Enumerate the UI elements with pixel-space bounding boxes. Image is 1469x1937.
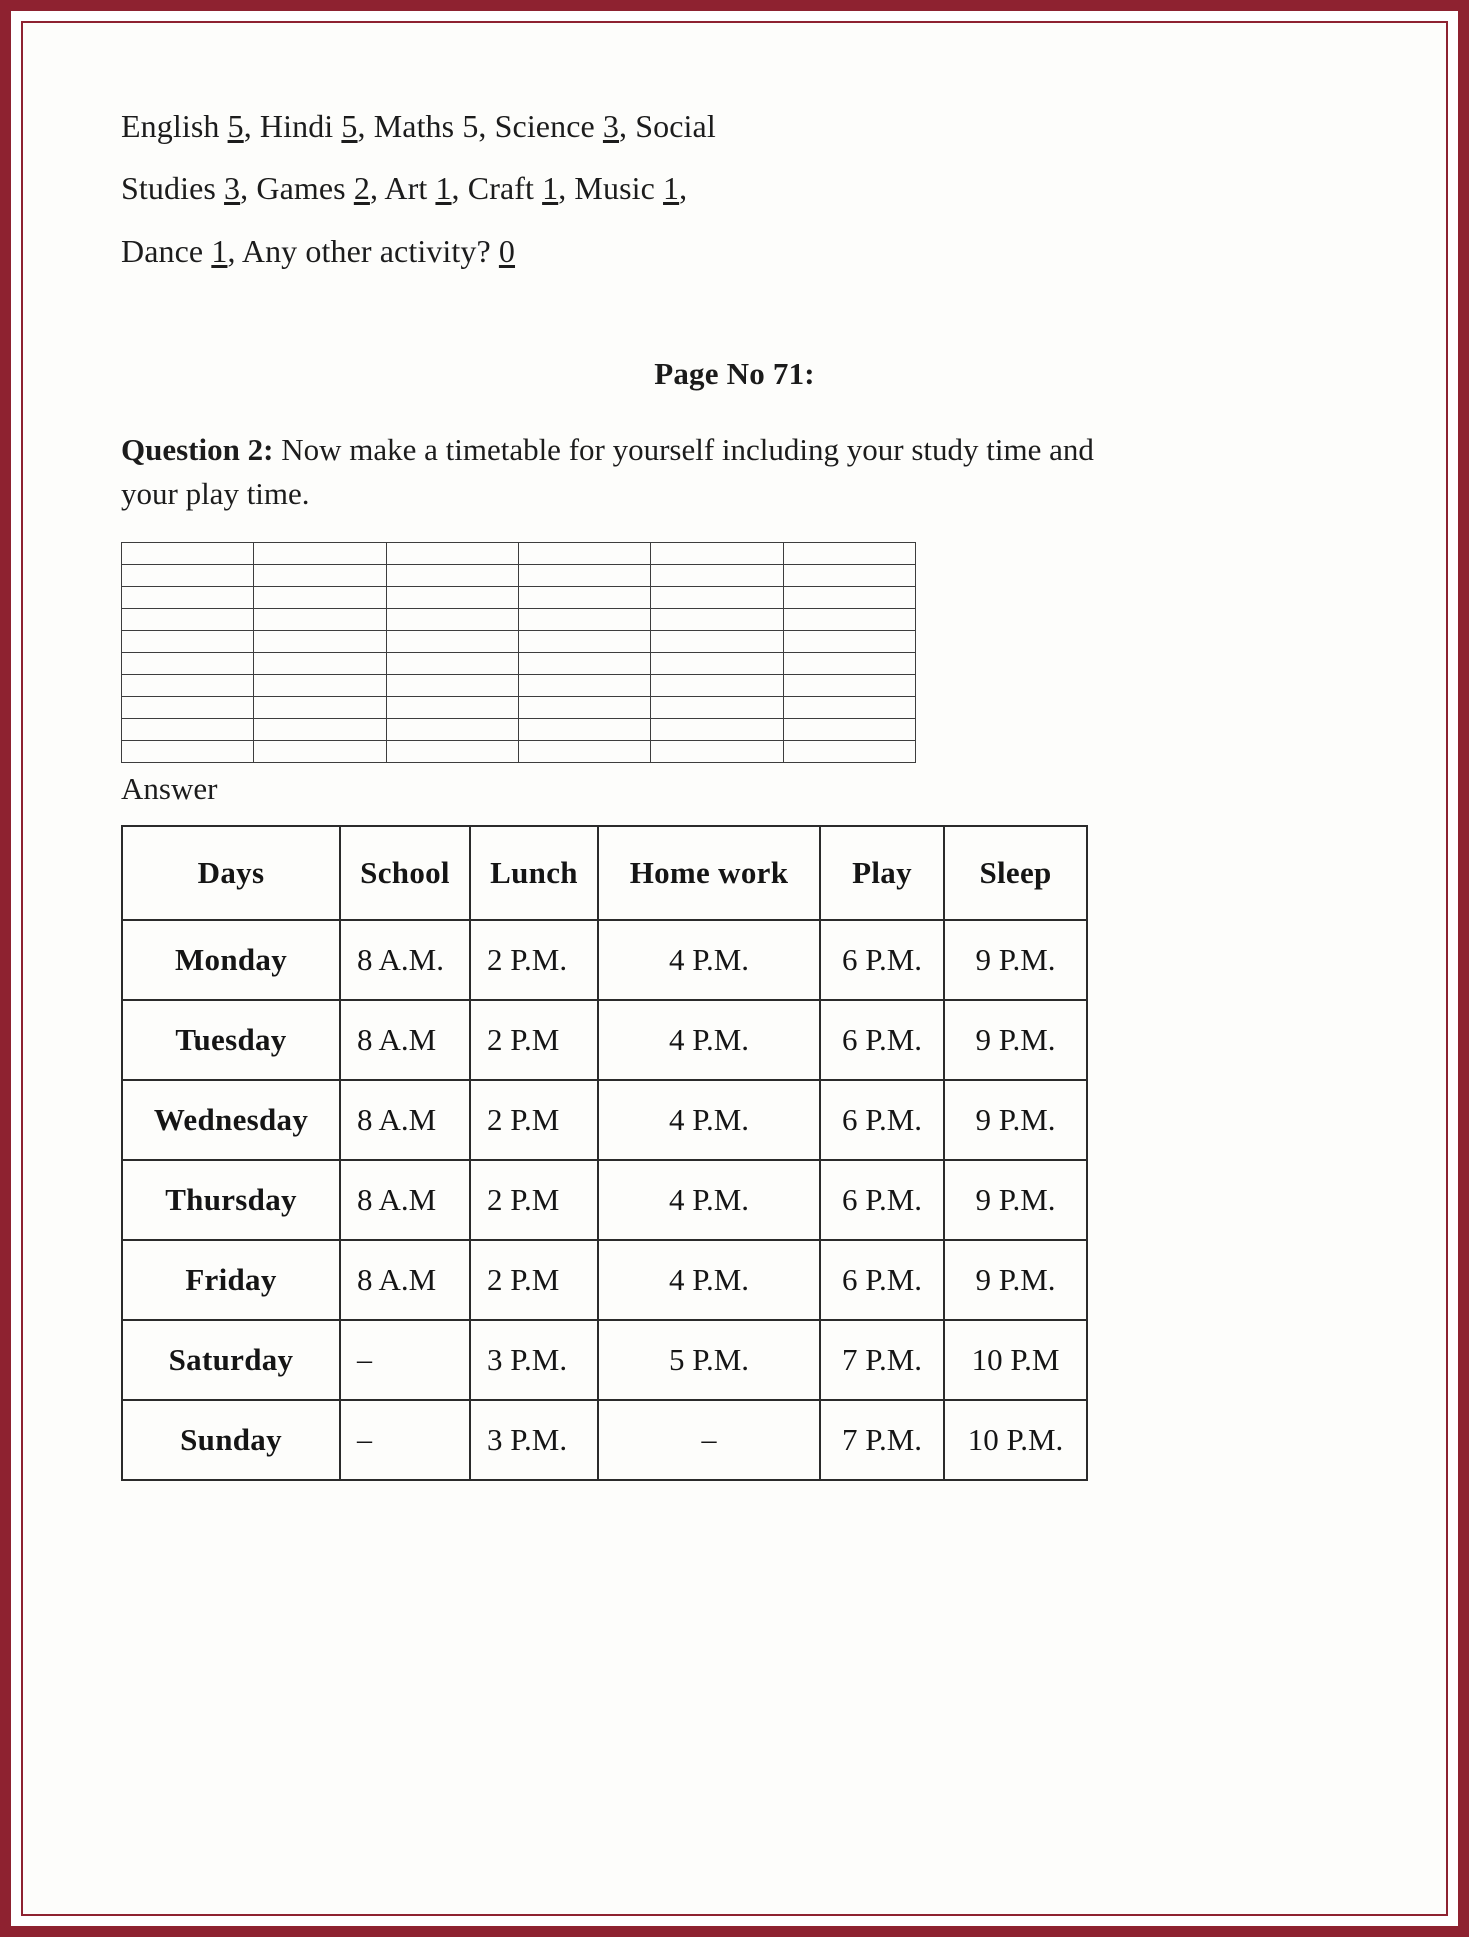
cell-sleep: 10 P.M. [944, 1400, 1087, 1480]
cell-homework: 5 P.M. [598, 1320, 820, 1400]
blank-grid-cell [122, 631, 254, 653]
blank-grid-row [122, 719, 916, 741]
blank-grid-cell [783, 719, 915, 741]
blank-grid-cell [518, 697, 650, 719]
blank-grid-cell [386, 697, 518, 719]
cell-lunch: 3 P.M. [470, 1320, 598, 1400]
answer-timetable [121, 825, 1088, 1481]
intro-text: , Hindi [243, 108, 342, 144]
blank-grid-cell [518, 675, 650, 697]
filled-answer-value: 5 [341, 108, 358, 144]
cell-school: 8 A.M [340, 1080, 470, 1160]
blank-grid-cell [122, 697, 254, 719]
blank-grid-cell [254, 653, 386, 675]
blank-grid-cell [518, 543, 650, 565]
cell-sleep: 9 P.M. [944, 1000, 1087, 1080]
cell-homework: 4 P.M. [598, 920, 820, 1000]
blank-grid-cell [518, 609, 650, 631]
intro-line [121, 95, 1151, 157]
cell-sleep: 10 P.M [944, 1320, 1087, 1400]
blank-grid-cell [254, 697, 386, 719]
table-row [122, 1160, 1087, 1240]
answer-label: Answer [121, 771, 218, 807]
blank-grid-cell [254, 675, 386, 697]
cell-lunch: 2 P.M [470, 1000, 598, 1080]
cell-play: 6 P.M. [820, 1160, 944, 1240]
filled-answer-value: 5 [227, 108, 244, 144]
table-row [122, 1320, 1087, 1400]
intro-text: , [679, 170, 688, 207]
column-header-sleep: Sleep [944, 826, 1087, 920]
blank-grid-row [122, 675, 916, 697]
blank-grid-cell [386, 543, 518, 565]
blank-grid-cell [254, 587, 386, 609]
blank-grid-cell [783, 741, 915, 763]
blank-grid-cell [386, 587, 518, 609]
blank-grid-cell [783, 543, 915, 565]
question-text: Now make a timetable for yourself including your study time and your play time. [121, 432, 1094, 512]
blank-grid-cell [122, 741, 254, 763]
row-day-name: Saturday [122, 1320, 340, 1400]
blank-grid-cell [783, 697, 915, 719]
blank-grid-cell [783, 565, 915, 587]
blank-grid-cell [386, 719, 518, 741]
cell-lunch: 2 P.M [470, 1160, 598, 1240]
blank-grid-cell [783, 653, 915, 675]
blank-grid-row [122, 741, 916, 763]
intro-text: , Art [369, 170, 436, 207]
cell-play: 6 P.M. [820, 1240, 944, 1320]
filled-answer-value: 1 [211, 232, 228, 269]
intro-line [121, 220, 1151, 282]
blank-grid-cell [254, 631, 386, 653]
blank-grid-cell [386, 675, 518, 697]
row-day-name: Tuesday [122, 1000, 340, 1080]
blank-grid-cell [386, 741, 518, 763]
blank-grid-cell [518, 653, 650, 675]
intro-text: , Craft [451, 170, 543, 207]
filled-answer-value: 3 [602, 108, 620, 144]
cell-play: 7 P.M. [820, 1400, 944, 1480]
intro-text: , Music [558, 170, 664, 207]
cell-homework: – [598, 1400, 820, 1480]
blank-grid-row [122, 587, 916, 609]
cell-homework: 4 P.M. [598, 1160, 820, 1240]
intro-text: , Social [619, 108, 716, 144]
blank-grid-cell [386, 653, 518, 675]
intro-text: , Maths 5, Science [357, 108, 603, 144]
intro-text: Dance [121, 232, 212, 269]
cell-school: 8 A.M [340, 1000, 470, 1080]
cell-lunch: 3 P.M. [470, 1400, 598, 1480]
blank-grid-cell [386, 609, 518, 631]
blank-grid-cell [122, 543, 254, 565]
filled-answer-value: 2 [353, 170, 370, 207]
blank-grid-cell [651, 697, 783, 719]
cell-sleep: 9 P.M. [944, 920, 1087, 1000]
cell-play: 7 P.M. [820, 1320, 944, 1400]
table-row [122, 920, 1087, 1000]
row-day-name: Thursday [122, 1160, 340, 1240]
table-row [122, 1240, 1087, 1320]
blank-grid-row [122, 631, 916, 653]
cell-homework: 4 P.M. [598, 1240, 820, 1320]
blank-grid-row [122, 609, 916, 631]
blank-grid-cell [518, 587, 650, 609]
table-header-row [122, 826, 1087, 920]
blank-grid-cell [122, 565, 254, 587]
blank-grid-cell [386, 631, 518, 653]
blank-grid-cell [651, 719, 783, 741]
blank-grid-cell [651, 609, 783, 631]
intro-text: , Any other activity? [227, 232, 499, 269]
intro-text: Studies [121, 170, 225, 207]
row-day-name: Sunday [122, 1400, 340, 1480]
question-block [121, 428, 1131, 516]
blank-grid-cell [122, 587, 254, 609]
table-row [122, 1080, 1087, 1160]
blank-grid-cell [254, 543, 386, 565]
blank-grid-cell [122, 609, 254, 631]
blank-grid-cell [518, 719, 650, 741]
column-header-days: Days [122, 826, 340, 920]
blank-grid-row [122, 653, 916, 675]
blank-grid-cell [518, 631, 650, 653]
blank-grid-cell [254, 741, 386, 763]
cell-play: 6 P.M. [820, 1080, 944, 1160]
cell-lunch: 2 P.M [470, 1240, 598, 1320]
filled-answer-value: 1 [542, 170, 559, 207]
cell-lunch: 2 P.M [470, 1080, 598, 1160]
row-day-name: Monday [122, 920, 340, 1000]
filled-answer-value: 3 [224, 170, 241, 207]
cell-homework: 4 P.M. [598, 1080, 820, 1160]
blank-grid-cell [254, 565, 386, 587]
blank-grid-cell [783, 675, 915, 697]
filled-answer-value: 1 [435, 170, 452, 207]
blank-grid-row [122, 697, 916, 719]
blank-grid-cell [518, 741, 650, 763]
cell-lunch: 2 P.M. [470, 920, 598, 1000]
cell-sleep: 9 P.M. [944, 1160, 1087, 1240]
blank-grid-cell [122, 675, 254, 697]
page-number-heading: Page No 71: [654, 356, 815, 392]
blank-grid-cell [651, 675, 783, 697]
cell-school: 8 A.M [340, 1240, 470, 1320]
blank-grid-cell [651, 587, 783, 609]
cell-homework: 4 P.M. [598, 1000, 820, 1080]
intro-paragraph [121, 95, 1151, 282]
blank-grid-cell [651, 565, 783, 587]
cell-play: 6 P.M. [820, 920, 944, 1000]
blank-grid-row [122, 565, 916, 587]
blank-grid-cell [783, 587, 915, 609]
row-day-name: Friday [122, 1240, 340, 1320]
cell-school: 8 A.M. [340, 920, 470, 1000]
table-row [122, 1400, 1087, 1480]
blank-grid-cell [122, 653, 254, 675]
page-content [23, 23, 1446, 1914]
blank-grid-cell [651, 543, 783, 565]
column-header-lunch: Lunch [470, 826, 598, 920]
blank-grid-cell [122, 719, 254, 741]
cell-play: 6 P.M. [820, 1000, 944, 1080]
blank-timetable-grid [121, 542, 916, 763]
blank-grid-cell [254, 719, 386, 741]
blank-grid-cell [651, 631, 783, 653]
row-day-name: Wednesday [122, 1080, 340, 1160]
blank-grid-cell [651, 741, 783, 763]
blank-grid-cell [783, 609, 915, 631]
intro-text: , Games [240, 170, 354, 207]
cell-school: – [340, 1400, 470, 1480]
question-label: Question 2: [121, 432, 274, 468]
blank-grid-cell [651, 653, 783, 675]
cell-sleep: 9 P.M. [944, 1240, 1087, 1320]
filled-answer-value: 0 [498, 232, 516, 269]
cell-school: 8 A.M [340, 1160, 470, 1240]
column-header-school: School [340, 826, 470, 920]
cell-sleep: 9 P.M. [944, 1080, 1087, 1160]
column-header-play: Play [820, 826, 944, 920]
blank-grid-cell [386, 565, 518, 587]
cell-school: – [340, 1320, 470, 1400]
blank-grid-cell [783, 631, 915, 653]
intro-text: English [121, 108, 228, 144]
blank-grid-cell [518, 565, 650, 587]
filled-answer-value: 1 [663, 170, 680, 207]
intro-line [121, 157, 1151, 219]
page-inner-border [21, 21, 1448, 1916]
table-row [122, 1000, 1087, 1080]
column-header-home-work: Home work [598, 826, 820, 920]
blank-grid-cell [254, 609, 386, 631]
blank-grid-row [122, 543, 916, 565]
